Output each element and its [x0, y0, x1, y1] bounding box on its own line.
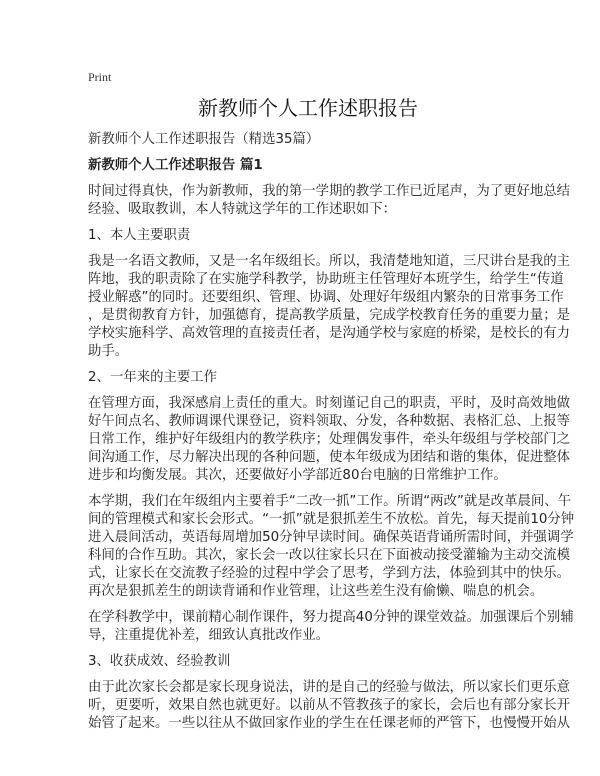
text-line: 3、收获成效、经验教训	[88, 654, 231, 669]
text-line: 1、本人主要职责	[88, 228, 191, 243]
text-line: 间的管理模式和家长会形式。“一抓”就是狠抓差生不放松。首先，每天提前10分钟	[88, 512, 575, 527]
text-line: 始管了起来。一些以往从不做回家作业的学生在任课老师的严管下，也慢慢开始从	[88, 716, 571, 731]
text-line: 科间的合作互助。其次，家长会一改以往家长只在下面被动接受灌输为主动交流模	[88, 548, 571, 563]
print-label: Print	[88, 70, 112, 84]
text-line: 再次是狠抓差生的朗读背诵和作业管理，让这些差生没有偷懒、喘息的机会。	[88, 584, 544, 599]
text-line: 式，让家长在交流教子经验的过程中学会了思考，学到方法，体验到其中的快乐。	[88, 566, 571, 581]
section-subheading	[88, 653, 528, 671]
text-line: 经验、吸取教训，本人特就这学年的工作述职如下：	[88, 202, 396, 217]
text-line: 2、一年来的主要工作	[88, 370, 218, 385]
text-line: ，是贯彻教育方针，加强德育，提高教学质量，完成学校教育任务的重要力量；是	[88, 308, 571, 323]
text-line: 进步和均衡发展。其次，还要做好小学部近80台电脑的日常维护工作。	[88, 468, 507, 483]
paragraph	[88, 679, 571, 733]
document-title: 新教师个人工作述职报告	[198, 96, 418, 120]
text-line: 日常工作，维护好年级组内的教学秩序；处理偶发事件，牵头年级组与学校部门之	[88, 432, 571, 447]
document-body	[88, 183, 575, 733]
paragraph	[88, 395, 571, 485]
text-line: 时间过得真快，作为新教师，我的第一学期的教学工作已近尾声，为了更好地总结	[88, 184, 571, 199]
paragraph	[88, 609, 574, 645]
section-subheading	[88, 369, 528, 387]
text-line: 在管理方面，我深感肩上责任的重大。时刻谨记自己的职责，平时，及时高效地做	[88, 396, 571, 411]
paragraph	[88, 183, 571, 219]
text-line: 好午间点名、教师调课代课登记，资料领取、分发，各种数据、表格汇总、上报等	[88, 414, 571, 429]
text-line: 听，更要听，效果自然也就更好。以前从不管教孩子的家长，会后也有部分家长开	[88, 698, 571, 713]
text-line: 我是一名语文教师，又是一名年级组长。所以，我清楚地知道，三尺讲台是我的主	[88, 254, 571, 269]
text-line: 阵地，我的职责除了在实施学科教学，协助班主任管理好本班学生，给学生“传道	[88, 272, 564, 287]
section-subheading	[88, 227, 528, 245]
text-line: 授业解惑”的同时。还要组织、管理、协调、处理好年级组内繁杂的日常事务工作	[88, 290, 564, 305]
text-line: 学校实施科学、高效管理的直接责任者，是沟通学校与家庭的桥梁，是校长的有力	[88, 326, 571, 341]
text-line: 助手。	[88, 344, 129, 359]
text-line: 进入晨间活动，英语每周增加50分钟早读时间。确保英语背诵所需时间，并强调学	[88, 530, 574, 545]
paragraph	[88, 493, 575, 601]
text-line: 本学期，我们在年级组内主要着手“二改一抓”工作。所谓“两改”就是改革晨间、午	[88, 494, 572, 509]
text-line: 由于此次家长会都是家长现身说法，讲的是自己的经验与做法，所以家长们更乐意	[88, 680, 571, 695]
text-line: 导，注重提优补差，细致认真批改作业。	[88, 628, 330, 643]
text-line: 间沟通工作，尽力解决出现的各种问题，使本年级成为团结和谐的集体，促进整体	[88, 450, 571, 465]
section-heading: 新教师个人工作述职报告 篇1	[88, 158, 263, 173]
paragraph	[88, 253, 571, 361]
document-page	[88, 68, 575, 741]
text-line: 在学科教学中，课前精心制作课件，努力提高40分钟的课堂效益。加强课后个别辅	[88, 610, 574, 625]
document-subtitle: 新教师个人工作述职报告（精选35篇）	[88, 132, 320, 147]
